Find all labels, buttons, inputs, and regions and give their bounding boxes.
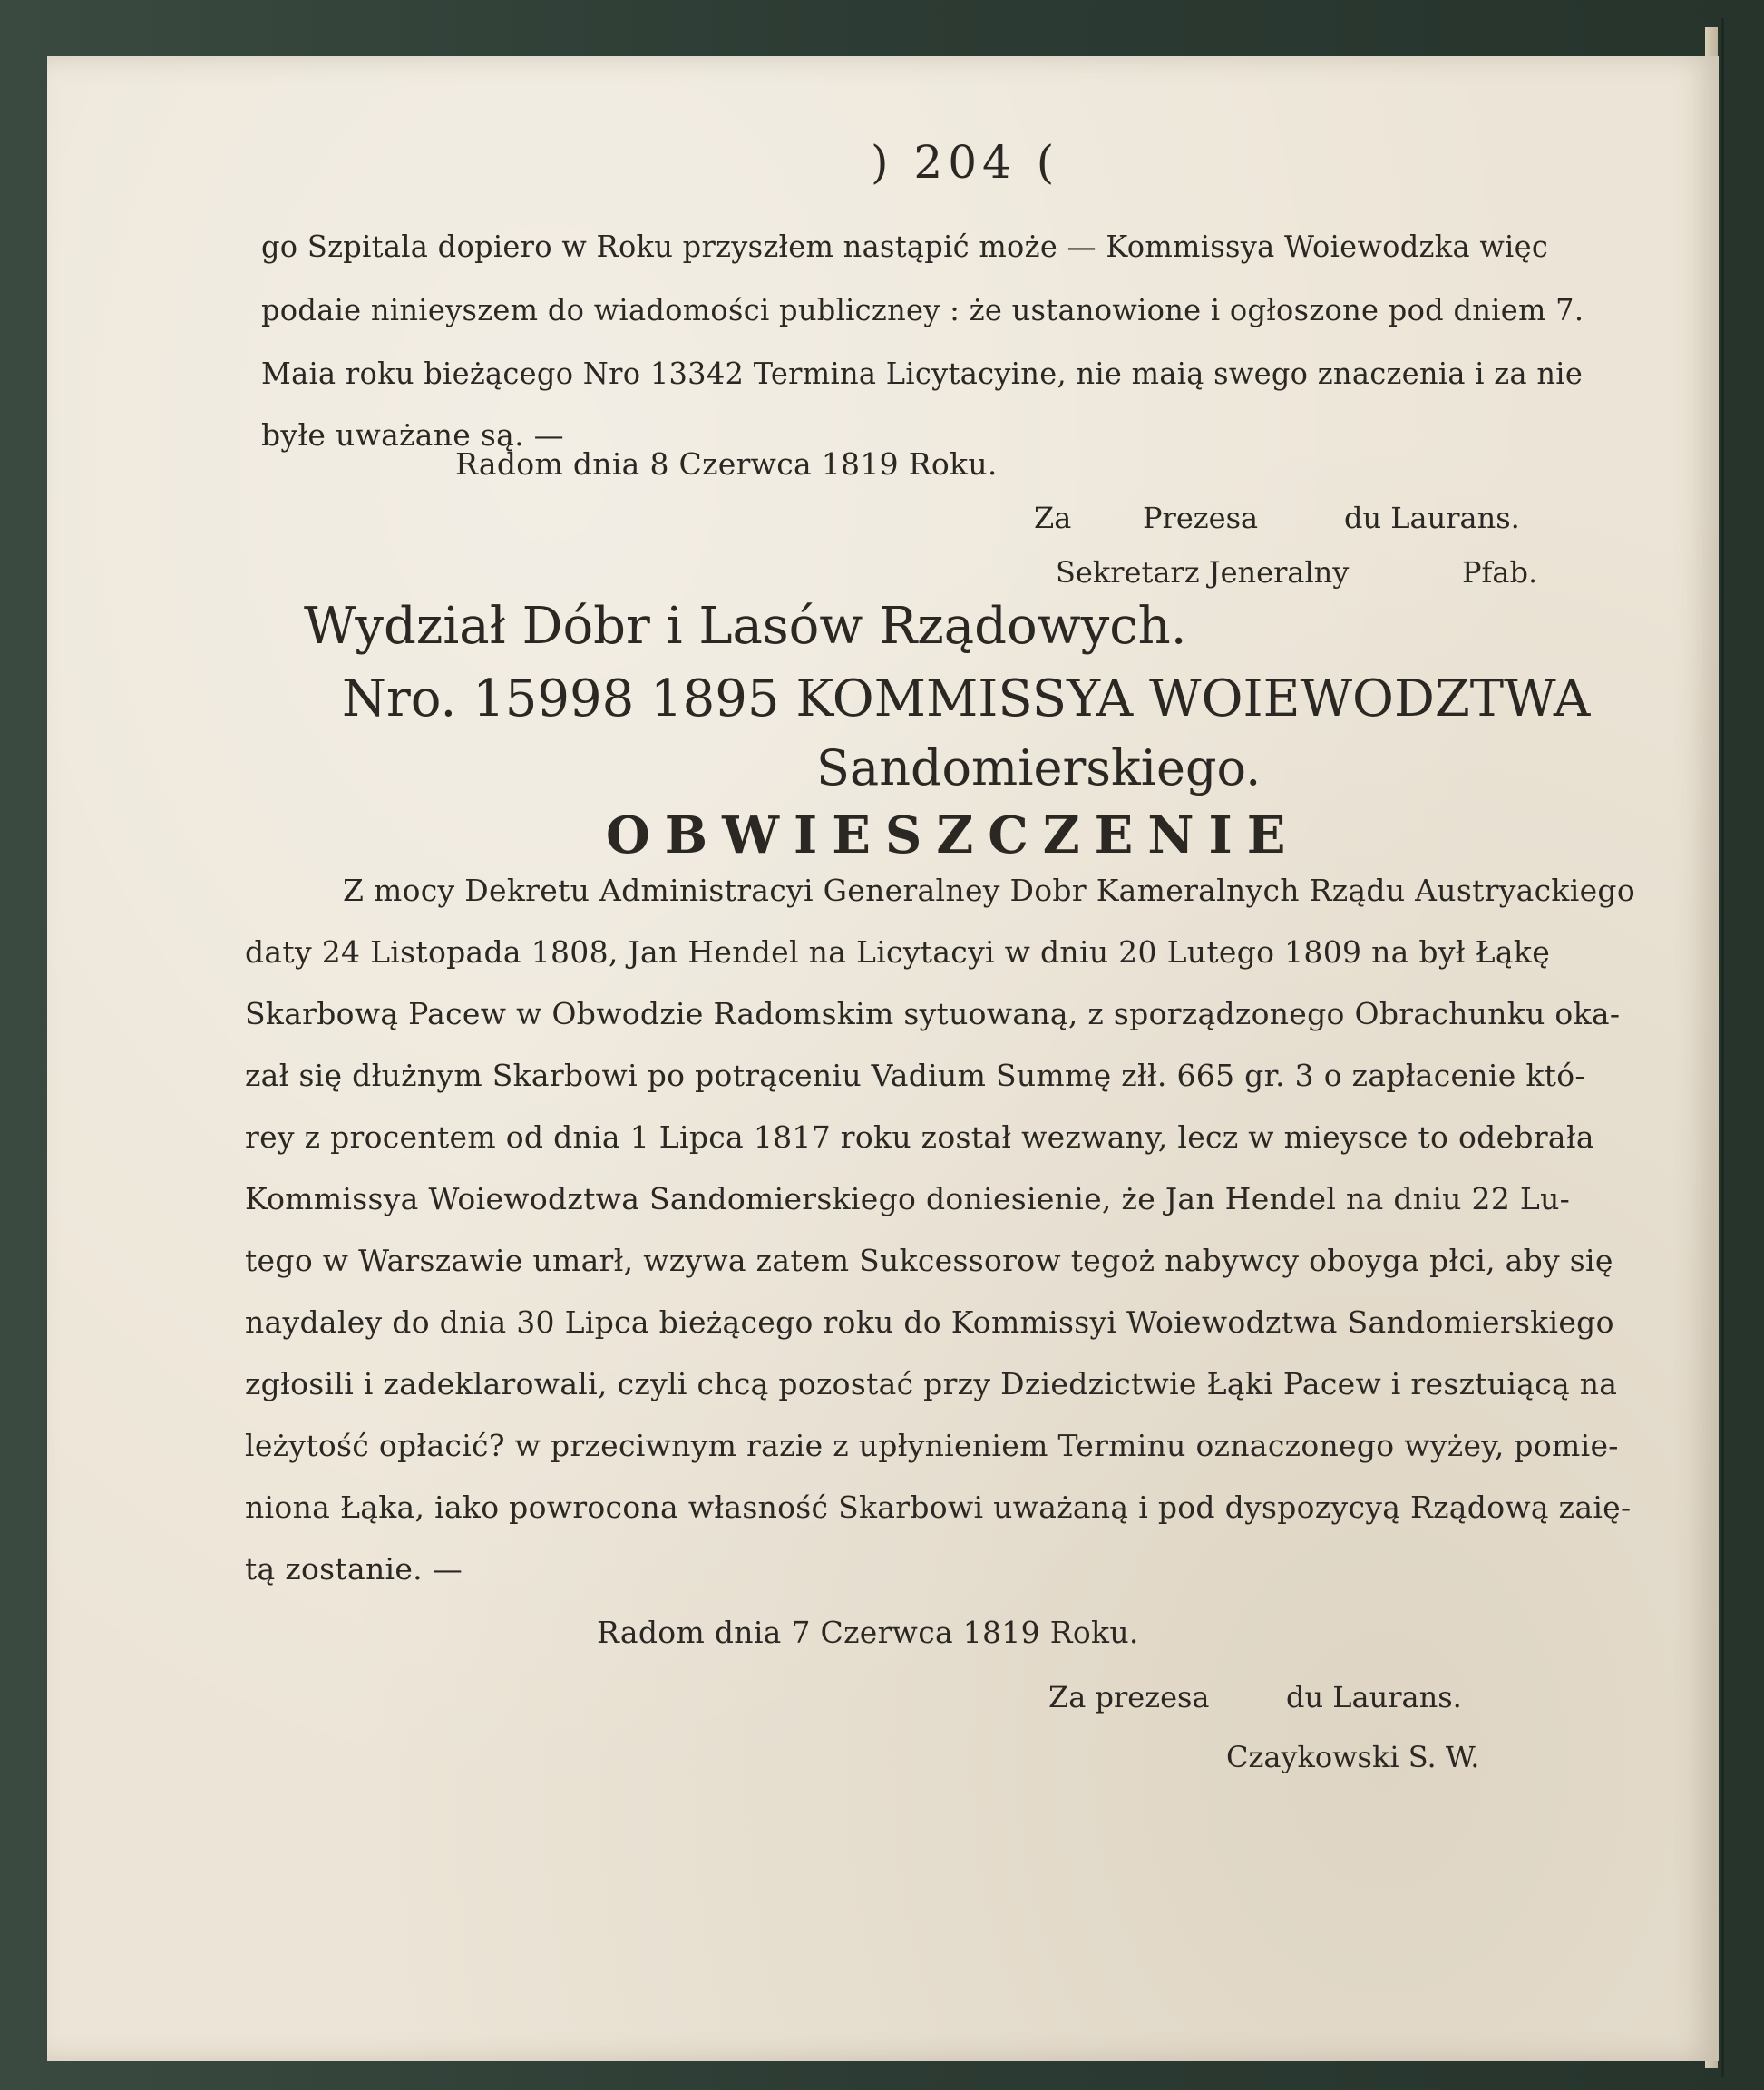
main-paragraph-line-11: niona Łąka, iako powrocona własność Skarbowi uważaną i pod dyspozycyą Rządową zaię- — [245, 1489, 1632, 1525]
top-signature-secretary: Sekretarz Jeneralny — [1056, 555, 1350, 590]
main-paragraph-line-10: leżytość opłacić? w przeciwnym razie z upłynieniem Terminu oznaczonego wyżey, pomie- — [245, 1428, 1619, 1463]
top-paragraph-line-1: go Szpitala dopiero w Roku przyszłem nastąpić może — Kommissya Woiewodzka więc — [261, 229, 1549, 264]
main-paragraph-line-7: tego w Warszawie umarł, wzywa zatem Sukcessorow tegoż nabywcy oboyga płci, aby się — [245, 1243, 1613, 1278]
top-date: Radom dnia 8 Czerwca 1819 Roku. — [455, 446, 998, 482]
commission-subheading: Sandomierskiego. — [816, 739, 1262, 796]
main-paragraph-line-12: tą zostanie. — — [245, 1551, 463, 1587]
notice-title: OBWIESZCZENIE — [606, 806, 1301, 865]
bottom-signature-name-1: du Laurans. — [1286, 1680, 1462, 1714]
main-paragraph-line-1: Z mocy Dekretu Administracyi Generalney Dobr Kameralnych Rządu Austryackiego — [343, 873, 1635, 908]
bottom-signature-name-2: Czaykowski S. W. — [1226, 1740, 1480, 1774]
main-paragraph-line-4: zał się dłużnym Skarbowi po potrąceniu Vadium Summę złł. 665 gr. 3 o zapłacenie któ- — [245, 1058, 1585, 1093]
main-paragraph-line-5: rey z procentem od dnia 1 Lipca 1817 roku został wezwany, lecz w mieysce to odebrała — [245, 1119, 1594, 1155]
top-signature-name-1: du Laurans. — [1344, 501, 1520, 535]
top-signature-name-2: Pfab. — [1462, 555, 1538, 590]
top-paragraph-line-2: podaie ninieyszem do wiadomości publiczney : że ustanowione i ogłoszone pod dniem 7. — [261, 292, 1584, 327]
bottom-date: Radom dnia 7 Czerwca 1819 Roku. — [597, 1615, 1139, 1650]
top-signature-za: Za — [1034, 501, 1072, 535]
top-paragraph-line-4: byłe uważane są. — — [261, 417, 564, 453]
page-number: ) 204 ( — [871, 136, 1060, 189]
bottom-signature-za-prezesa: Za prezesa — [1048, 1680, 1210, 1714]
main-paragraph-line-3: Skarbową Pacew w Obwodzie Radomskim sytuowaną, z sporządzonego Obrachunku oka- — [245, 996, 1621, 1031]
main-paragraph-line-6: Kommissya Woiewodztwa Sandomierskiego doniesienie, że Jan Hendel na dniu 22 Lu- — [245, 1181, 1571, 1216]
main-paragraph-line-9: zgłosili i zadeklarowali, czyli chcą pozostać przy Dziedzictwie Łąki Pacew i resztuiącą na — [245, 1366, 1618, 1401]
document-page — [47, 56, 1719, 2061]
top-paragraph-line-3: Maia roku bieżącego Nro 13342 Termina Licytacyine, nie maią swego znaczenia i za nie — [261, 356, 1584, 391]
main-paragraph-line-8: naydaley do dnia 30 Lipca bieżącego roku do Kommissyi Woiewodztwa Sandomierskiego — [245, 1304, 1614, 1340]
top-signature-prezesa: Prezesa — [1143, 501, 1259, 535]
commission-heading: Nro. 15998 1895 KOMMISSYA WOIEWODZTWA — [342, 669, 1591, 728]
department-heading: Wydział Dóbr i Lasów Rządowych. — [304, 597, 1187, 656]
main-paragraph-line-2: daty 24 Listopada 1808, Jan Hendel na Licytacyi w dniu 20 Lutego 1809 na był Łąkę — [245, 934, 1551, 970]
binding-line — [1721, 18, 1724, 2077]
